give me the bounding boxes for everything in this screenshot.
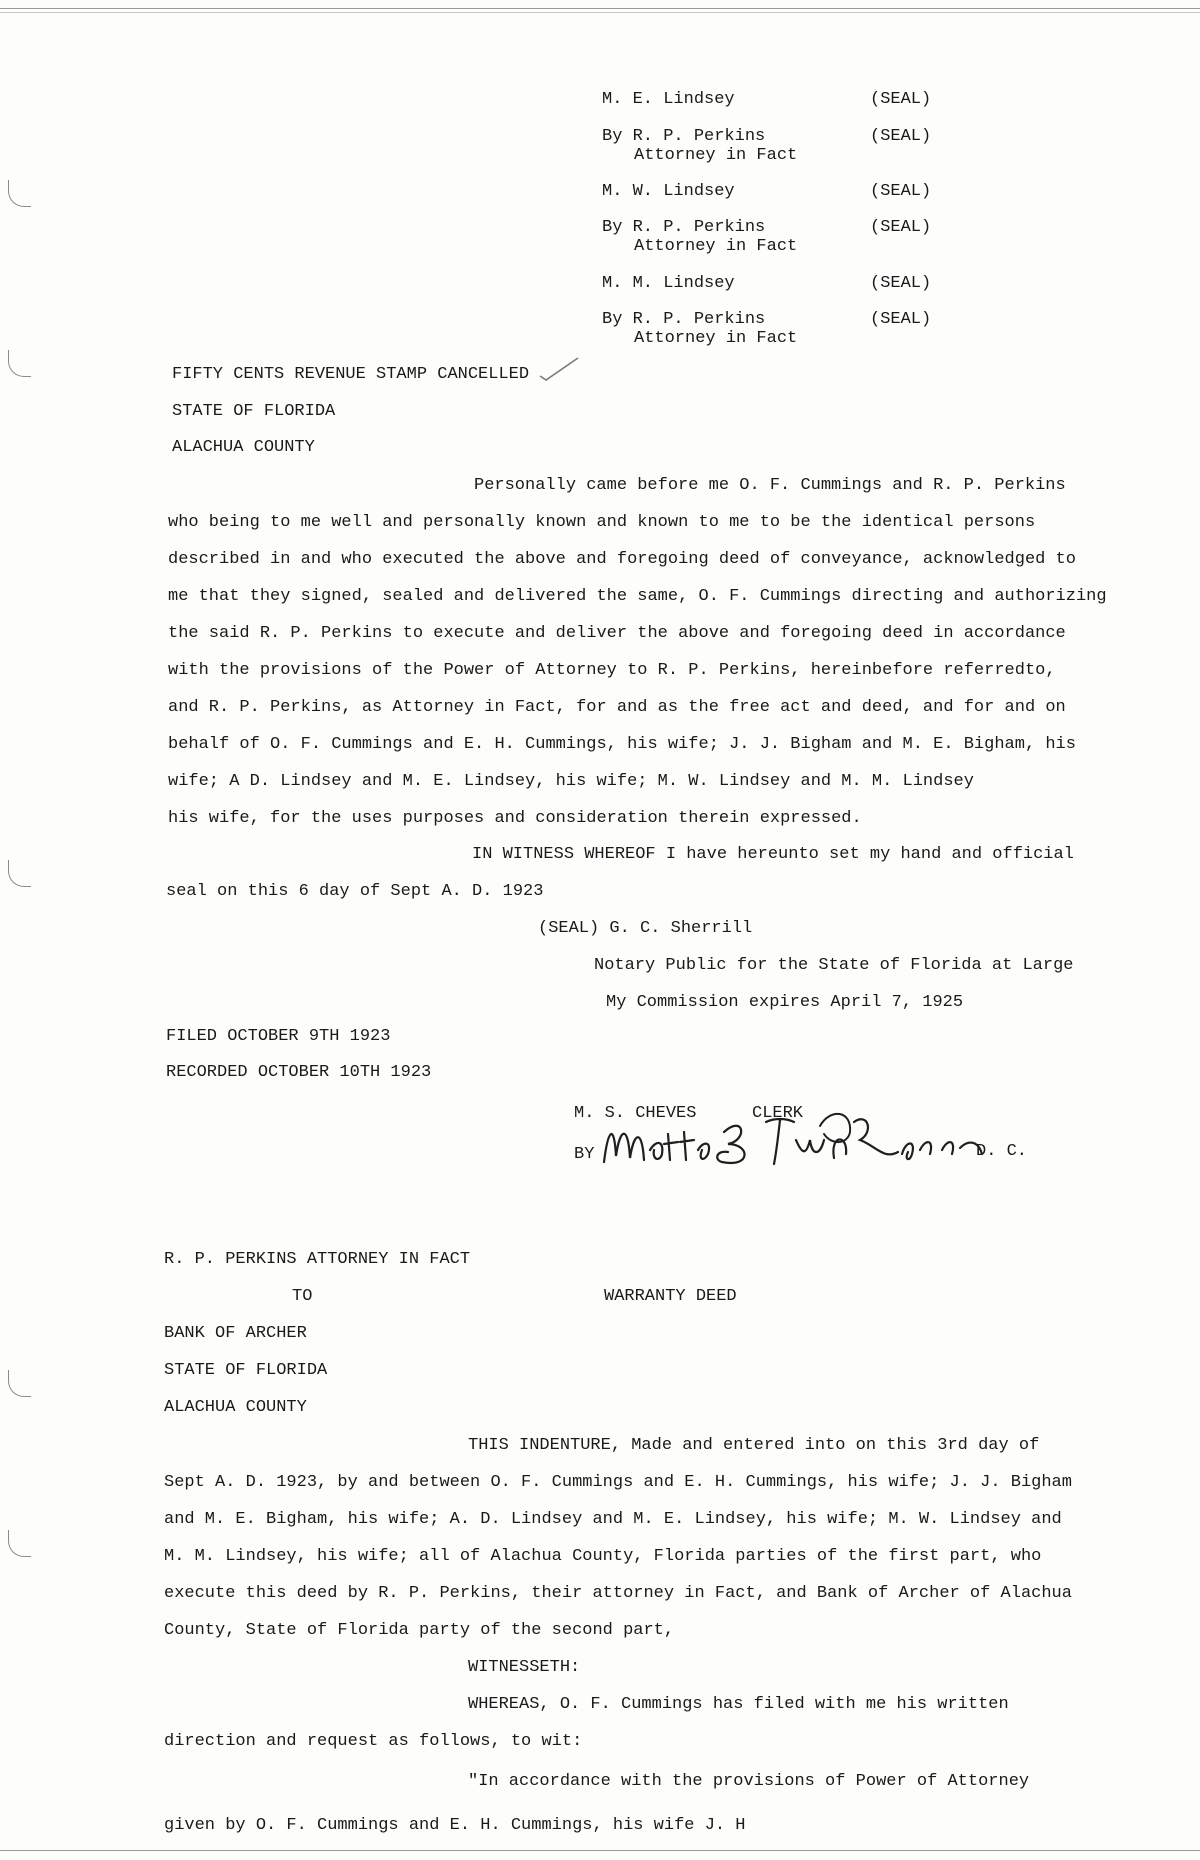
witness-line: IN WITNESS WHEREOF I have hereunto set my hand and official xyxy=(472,845,1074,864)
checkmark-icon xyxy=(538,356,580,382)
deputy-clerk-label: D. C. xyxy=(976,1142,1028,1161)
paragraph-line: wife; A D. Lindsey and M. E. Lindsey, his wife; M. W. Lindsey and M. M. Lindsey xyxy=(168,772,974,791)
deed-type: WARRANTY DEED xyxy=(604,1287,737,1306)
handwritten-signature xyxy=(598,1110,988,1170)
paragraph-line: his wife, for the uses purposes and consideration therein expressed. xyxy=(168,809,862,828)
witness-line: seal on this 6 day of Sept A. D. 1923 xyxy=(166,882,544,901)
signer-capacity: Attorney in Fact xyxy=(634,329,798,348)
top-edge-line xyxy=(0,8,1200,9)
punch-hole-mark xyxy=(8,1530,31,1557)
paragraph-line: the said R. P. Perkins to execute and deliver the above and foregoing deed in accordance xyxy=(168,624,1066,643)
paragraph-line: execute this deed by R. P. Perkins, their attorney in Fact, and Bank of Archer of Alachua xyxy=(164,1584,1072,1603)
clerk-label: CLERK xyxy=(752,1104,804,1123)
quote-line: "In accordance with the provisions of Power of Attorney xyxy=(468,1772,1030,1791)
top-edge-line-secondary xyxy=(0,12,1200,13)
signer-name: M. E. Lindsey xyxy=(602,90,735,109)
venue-state: STATE OF FLORIDA xyxy=(172,402,336,421)
venue-county: ALACHUA COUNTY xyxy=(172,438,315,457)
deed-party-grantor: R. P. PERKINS ATTORNEY IN FACT xyxy=(164,1250,471,1269)
signer-name: M. W. Lindsey xyxy=(602,182,735,201)
revenue-stamp-note: FIFTY CENTS REVENUE STAMP CANCELLED xyxy=(172,365,530,384)
paragraph-line: who being to me well and personally known and known to me to be the identical persons xyxy=(168,513,1036,532)
clerk-name: M. S. CHEVES xyxy=(574,1104,697,1123)
recorded-date: RECORDED OCTOBER 10TH 1923 xyxy=(166,1063,432,1082)
notary-name: (SEAL) G. C. Sherrill xyxy=(538,919,753,938)
paragraph-line: behalf of O. F. Cummings and E. H. Cummings, his wife; J. J. Bigham and M. E. Bigham, his xyxy=(168,735,1076,754)
paragraph-line: and R. P. Perkins, as Attorney in Fact, for and as the free act and deed, and for and on xyxy=(168,698,1066,717)
deed-venue-county: ALACHUA COUNTY xyxy=(164,1398,307,1417)
punch-hole-mark xyxy=(8,180,31,207)
paragraph-line: and M. E. Bigham, his wife; A. D. Lindsey and M. E. Lindsey, his wife; M. W. Lindsey and xyxy=(164,1510,1062,1529)
paragraph-line: me that they signed, sealed and delivered the same, O. F. Cummings directing and authorizing xyxy=(168,587,1107,606)
seal-label: (SEAL) xyxy=(870,310,932,329)
deed-venue-state: STATE OF FLORIDA xyxy=(164,1361,328,1380)
notary-commission: My Commission expires April 7, 1925 xyxy=(606,993,964,1012)
seal-label: (SEAL) xyxy=(870,274,932,293)
witnesseth-heading: WITNESSETH: xyxy=(468,1658,581,1677)
seal-label: (SEAL) xyxy=(870,218,932,237)
bottom-edge-line xyxy=(0,1850,1200,1851)
punch-hole-mark xyxy=(8,350,31,377)
whereas-line: WHEREAS, O. F. Cummings has filed with me his written xyxy=(468,1695,1009,1714)
paragraph-line: Sept A. D. 1923, by and between O. F. Cummings and E. H. Cummings, his wife; J. J. Bigham xyxy=(164,1473,1072,1492)
paragraph-line: County, State of Florida party of the second part, xyxy=(164,1621,675,1640)
paragraph-line: M. M. Lindsey, his wife; all of Alachua County, Florida parties of the first part, who xyxy=(164,1547,1042,1566)
deed-party-grantee: BANK OF ARCHER xyxy=(164,1324,307,1343)
punch-hole-mark xyxy=(8,860,31,887)
filed-date: FILED OCTOBER 9TH 1923 xyxy=(166,1027,391,1046)
quote-line: given by O. F. Cummings and E. H. Cummings, his wife J. H xyxy=(164,1816,746,1835)
whereas-line: direction and request as follows, to wit: xyxy=(164,1732,583,1751)
notary-title: Notary Public for the State of Florida at Large xyxy=(594,956,1074,975)
seal-label: (SEAL) xyxy=(870,127,932,146)
deed-to-label: TO xyxy=(292,1287,313,1306)
signer-name: By R. P. Perkins xyxy=(602,310,766,329)
paragraph-line: described in and who executed the above and foregoing deed of conveyance, acknowledged to xyxy=(168,550,1076,569)
seal-label: (SEAL) xyxy=(870,90,932,109)
signer-capacity: Attorney in Fact xyxy=(634,146,798,165)
punch-hole-mark xyxy=(8,1370,31,1397)
paragraph-line: with the provisions of the Power of Attorney to R. P. Perkins, hereinbefore referredto, xyxy=(168,661,1056,680)
paragraph-line: Personally came before me O. F. Cummings and R. P. Perkins xyxy=(474,476,1066,495)
signer-name: By R. P. Perkins xyxy=(602,218,766,237)
paragraph-line: THIS INDENTURE, Made and entered into on this 3rd day of xyxy=(468,1436,1040,1455)
seal-label: (SEAL) xyxy=(870,182,932,201)
signer-capacity: Attorney in Fact xyxy=(634,237,798,256)
signer-name: M. M. Lindsey xyxy=(602,274,735,293)
by-label: BY xyxy=(574,1145,595,1164)
signer-name: By R. P. Perkins xyxy=(602,127,766,146)
